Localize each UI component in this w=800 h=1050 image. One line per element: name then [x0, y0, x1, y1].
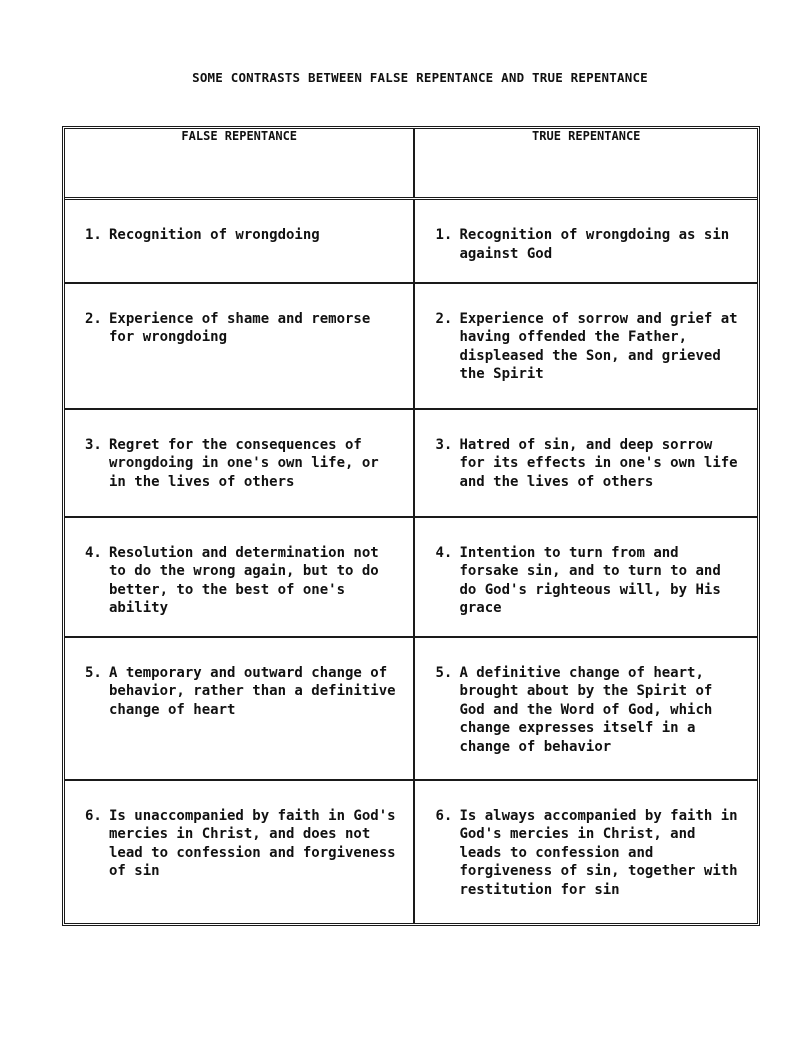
item-number: 4.: [435, 544, 453, 561]
true-cell: [414, 409, 757, 517]
true-item-text: Intention to turn from and forsake sin, and to turn to and do God's righteous will, by His grace: [459, 544, 721, 616]
column-header-true: TRUE REPENTANCE: [414, 129, 757, 199]
false-cell: [65, 283, 414, 409]
true-cell: [414, 283, 757, 409]
table-row: [65, 409, 757, 517]
item-number: 2.: [435, 310, 453, 327]
item-number: 5.: [435, 664, 453, 681]
true-cell: [414, 517, 757, 637]
true-item-text: Experience of sorrow and grief at having offended the Father, displeased the Son, and grieved the Spirit: [459, 310, 738, 382]
false-cell: [65, 409, 414, 517]
false-item-text: Is unaccompanied by faith in God's mercies in Christ, and does not lead to confession and forgiveness of sin: [109, 807, 396, 879]
true-item-text: A definitive change of heart, brought about by the Spirit of God and the Word of God, which change expresses itself in a change of behavior: [459, 664, 713, 755]
false-cell: [65, 780, 414, 924]
table-row: [65, 283, 757, 409]
item-number: 2.: [85, 310, 102, 327]
contrast-table: [65, 129, 757, 923]
item-number: 5.: [85, 664, 102, 681]
item-number: 1.: [85, 227, 102, 243]
false-item-text: Resolution and determination not to do the wrong again, but to do better, to the best of one's ability: [109, 544, 379, 616]
item-number: 6.: [435, 807, 453, 824]
false-item-text: A temporary and outward change of behavior, rather than a definitive change of heart: [109, 664, 396, 718]
page-title: SOME CONTRASTS BETWEEN FALSE REPENTANCE AND TRUE REPENTANCE: [192, 70, 648, 85]
table-row: [65, 517, 757, 637]
item-number: 4.: [85, 544, 102, 561]
true-item-text: Hatred of sin, and deep sorrow for its effects in one's own life and the lives of others: [459, 436, 738, 490]
false-cell: [65, 199, 414, 283]
item-number: 3.: [85, 436, 102, 453]
item-number: 6.: [85, 807, 102, 824]
false-cell: [65, 517, 414, 637]
false-cell: [65, 637, 414, 780]
table-row: [65, 637, 757, 780]
false-item-text: Regret for the consequences of wrongdoing in one's own life, or in the lives of others: [109, 436, 379, 490]
table-row: [65, 780, 757, 924]
true-cell: [414, 199, 757, 283]
false-item-text: Recognition of wrongdoing: [109, 227, 320, 243]
true-item-text: Is always accompanied by faith in God's mercies in Christ, and leads to confession and forgiveness of sin, together with restitution for sin: [459, 807, 738, 898]
table-header-row: [65, 129, 757, 199]
item-number: 3.: [435, 436, 453, 453]
column-header-false: FALSE REPENTANCE: [65, 129, 414, 199]
table-row: [65, 199, 757, 283]
contrast-table-frame: [62, 126, 760, 926]
item-number: 1.: [435, 227, 453, 243]
true-cell: [414, 637, 757, 780]
true-cell: [414, 780, 757, 924]
false-item-text: Experience of shame and remorse for wrongdoing: [109, 310, 371, 345]
true-item-text: Recognition of wrongdoing as sin against God: [459, 227, 730, 262]
